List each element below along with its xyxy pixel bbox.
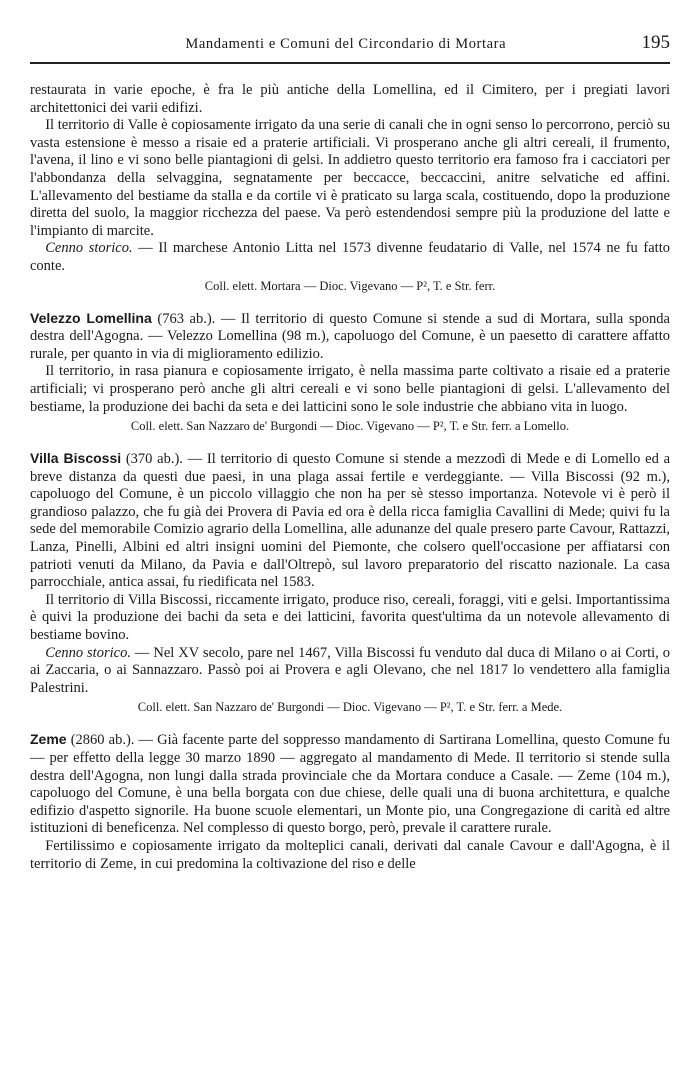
paragraph xyxy=(30,117,670,240)
paragraph-text: Il territorio di Valle è copiosamente irrigato da una serie di canali che in ogni senso lo percorrono, perciò su vasta estensione è messo a risaie ed a praterie artificiali. Vi prosperano anche gli altri cereali, il frumento, l'avena, il lino e vi sono belle piantagioni di gelsi. In addietro questo territorio era famoso fra i cacciatori per l'abbondanza della selvaggina, segnatamente per beccacce, beccaccini, anitre selvatiche ed affini. L'allevamento del bestiame da stalla e da cortile vi è praticato su larga scala, costituendo, dopo la produzione diretta del suolo, la maggior ricchezza del paese. Va però estendendosi sempre più la produzione del latte e l'impianto di marcite. xyxy=(30,117,670,239)
section-gap xyxy=(30,294,670,310)
paragraph-text: restaurata in varie epoche, è fra le più antiche della Lomellina, ed il Cimitero, per i pregiati lavori architettonici dei varii edifizi. xyxy=(30,82,670,116)
historical-note-label: Cenno storico. xyxy=(45,644,131,661)
paragraph xyxy=(30,82,670,117)
paragraph xyxy=(30,363,670,416)
paragraph xyxy=(30,450,670,592)
paragraph-text: (2860 ab.). — Già facente parte del soppresso mandamento di Sartirana Lomellina, questo Comune fu — per effetto della legge 30 marzo 1890 — aggregato al mandamento di Mede. Il territorio si stende sulla destra dell'Agogna, non lungi dalla strada provinciale che da Mortara conduce a Casale. — Zeme (104 m.), capoluogo del Comune, è una bella borgata con due chiese, delle quali una di buona architettura, e qualche edifizio d'aspetto signorile. Ha buone scuole elementari, un Monte pio, una Congregazione di carità ed altre istituzioni di beneficenza. Nel complesso di questo borgo, però, prevale il carattere rurale. xyxy=(30,732,670,837)
entry-heading: Villa Biscossi xyxy=(30,450,122,467)
paragraph-text: Il territorio, in rasa pianura e copiosamente irrigato, è nella massima parte coltivato a risaie ed a praterie artificiali; vi prosperano però anche gli altri cereali e vi sono belle piantagioni di gelsi. L'allevamento del bestiame, la produzione dei bachi da seta e dei latticini sono le sole industrie che abbiano vita in luogo. xyxy=(30,363,670,415)
paragraph-text: (370 ab.). — Il territorio di questo Comune si stende a mezzodì di Mede e di Lomello ed a breve distanza da questi due paesi, in una plaga assai fertile e verdeggiante. — Villa Biscossi (92 m.), capoluogo del Comune, è un piccolo villaggio che non ha per sè stesso importanza. Notevole vi è però il grandioso palazzo, che fu già dei Provera di Pavia ed ora è della ricca famiglia Cavallini di Mede; quivi fu la sede del memorabile Comizio agrario della Lomellina, alle adunanze del quale presero parte Cavour, Rattazzi, Lanza, Pinelli, Albini ed altri insigni uomini del Piemonte, che colsero quell'occasione per affiatarsi con patrioti venuti da Milano, da Pavia e dall'Oltrepò, sul lavoro preparatorio del riscatto nazionale. La casa parrocchiale, antica assai, fu riedificata nel 1583. xyxy=(30,451,671,591)
electoral-info-line: Coll. elett. San Nazzaro de' Burgondi — Dioc. Vigevano — P², T. e Str. ferr. a Lomello. xyxy=(130,419,570,434)
historical-note-label: Cenno storico. xyxy=(45,240,133,257)
header-title: Mandamenti e Comuni del Circondario di Mortara xyxy=(185,36,507,52)
section-gap xyxy=(30,434,670,450)
electoral-info-line: Coll. elett. Mortara — Dioc. Vigevano — P², T. e Str. ferr. xyxy=(204,278,496,293)
paragraph-text: Fertilissimo e copiosamente irrigato da molteplici canali, derivati dal canale Cavour e dall'Agogna, è il territorio di Zeme, in cui predomina la coltivazione del riso e delle xyxy=(30,837,670,872)
electoral-info-line: Coll. elett. San Nazzaro de' Burgondi — Dioc. Vigevano — P², T. e Str. ferr. a Mede. xyxy=(137,700,563,715)
page-number: 195 xyxy=(641,32,670,53)
document-body xyxy=(30,82,670,873)
paragraph-text: (763 ab.). — Il territorio di questo Comune si stende a sud di Mortara, sulla sponda destra dell'Agogna. — Velezzo Lomellina (98 m.), capoluogo del Comune, è un paesetto di carattere affatto rurale, per quanto in via di miglioramento edilizio. xyxy=(30,310,670,362)
paragraph xyxy=(30,838,670,873)
page xyxy=(30,32,670,873)
entry-heading: Velezzo Lomellina xyxy=(30,309,152,326)
entry-heading: Zeme xyxy=(30,731,67,748)
paragraph xyxy=(30,240,670,275)
running-header xyxy=(30,32,670,54)
section-gap xyxy=(30,715,670,731)
paragraph-text: — Il marchese Antonio Litta nel 1573 divenne feudatario di Valle, nel 1574 ne fu fatto conte. xyxy=(30,240,670,274)
header-rule xyxy=(30,62,670,64)
paragraph xyxy=(30,592,670,645)
paragraph xyxy=(30,645,670,698)
paragraph-text: — Nel XV secolo, pare nel 1467, Villa Biscossi fu venduto dal duca di Milano o ai Corti, o ai Zaccaria, o ai Sannazzaro. Passò poi ai Provera e agli Olevano, che nel 1817 lo vendettero alla famiglia Palestrini. xyxy=(30,644,671,696)
paragraph-text: Il territorio di Villa Biscossi, riccamente irrigato, produce riso, cereali, foraggi, viti e gelsi. Importantissima è quivi la produzione dei bachi da seta e dei latticini, favorita quest'ultima da un notevole allevamento di bestiame bovino. xyxy=(30,591,670,644)
paragraph xyxy=(30,310,670,364)
paragraph xyxy=(30,731,670,838)
